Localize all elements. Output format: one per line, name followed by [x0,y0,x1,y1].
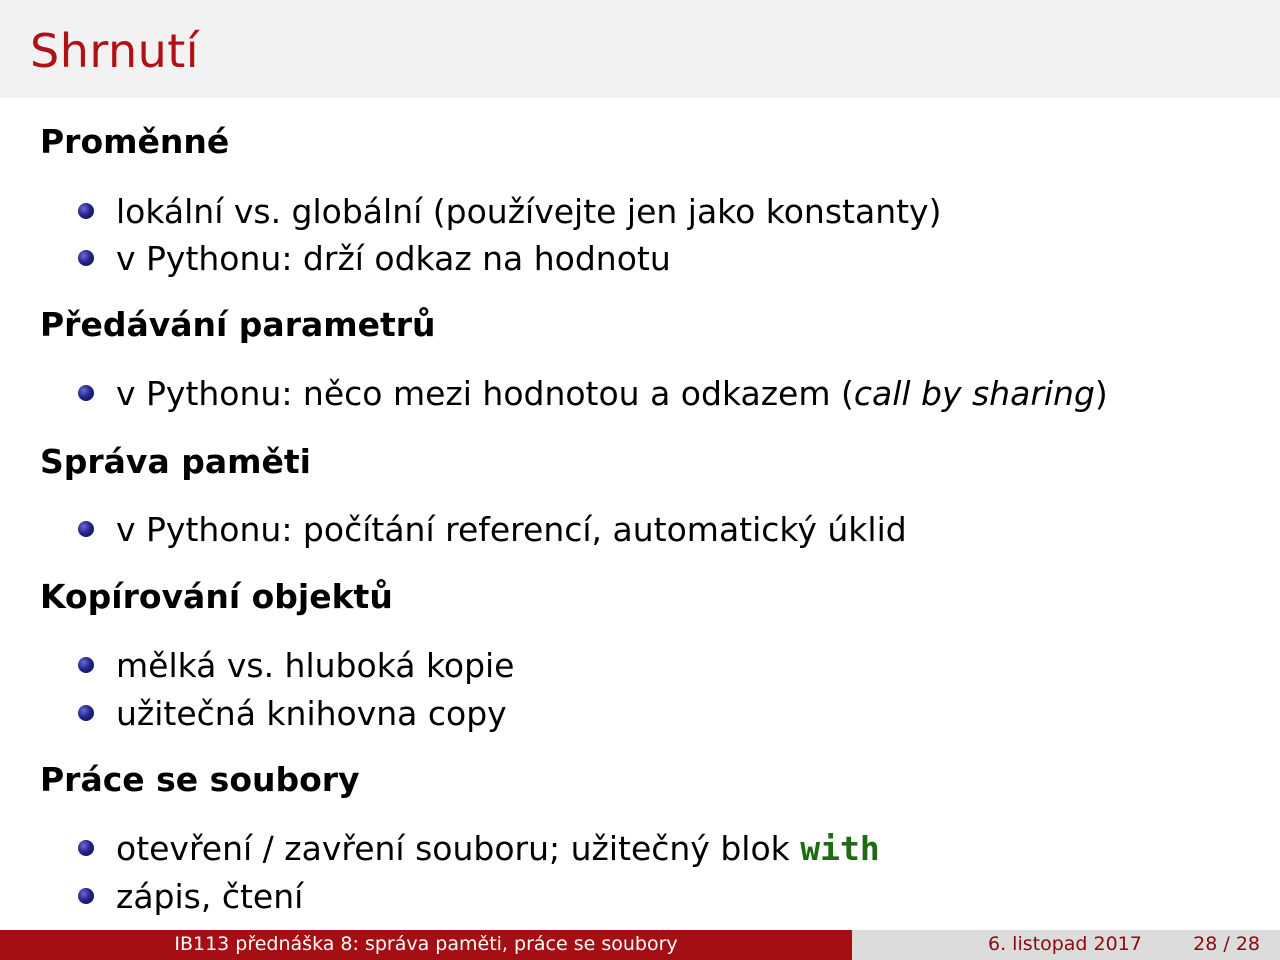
bullet-icon [78,521,94,537]
italic-term: call by sharing [853,373,1095,413]
list-item [78,645,514,685]
item-text: zápis, čtení [116,876,304,916]
list-item [78,191,941,231]
list-item [78,876,303,916]
slide-title: Shrnutí [30,24,200,78]
footer-info-bar [852,930,1280,960]
list-item [78,509,907,549]
list-item [78,828,880,868]
item-text: v Pythonu: počítání referencí, automatický úklid [116,509,907,549]
title-bar [0,0,1280,98]
section-heading-variables: Proměnné [40,122,230,161]
section-heading-copying: Kopírování objektů [40,577,393,616]
section-heading-memory-management: Správa paměti [40,442,311,481]
code-keyword: with [800,828,880,868]
footer-course-bar [0,930,852,960]
list-item [78,373,1108,413]
bullet-icon [78,657,94,673]
bullet-icon [78,250,94,266]
item-text: mělká vs. hluboká kopie [116,645,515,685]
bullet-icon [78,385,94,401]
footer-page-number: 28 / 28 [1193,933,1260,955]
list-item [78,238,671,278]
list-item [78,693,507,733]
bullet-icon [78,203,94,219]
footer-course-title: IB113 přednáška 8: správa paměti, práce se soubory [174,933,678,955]
bullet-icon [78,840,94,856]
footer [0,930,1280,960]
section-heading-parameter-passing: Předávání parametrů [40,305,436,344]
item-text: v Pythonu: něco mezi hodnotou a odkazem (call by sharing) [116,373,1108,413]
bullet-icon [78,888,94,904]
item-text: v Pythonu: drží odkaz na hodnotu [116,238,671,278]
footer-date: 6. listopad 2017 [988,933,1142,955]
item-text: lokální vs. globální (používejte jen jako konstanty) [116,191,942,231]
section-heading-files: Práce se soubory [40,760,360,799]
item-text: otevření / zavření souboru; užitečný blok with [116,828,880,868]
bullet-icon [78,705,94,721]
item-text: užitečná knihovna copy [116,693,507,733]
